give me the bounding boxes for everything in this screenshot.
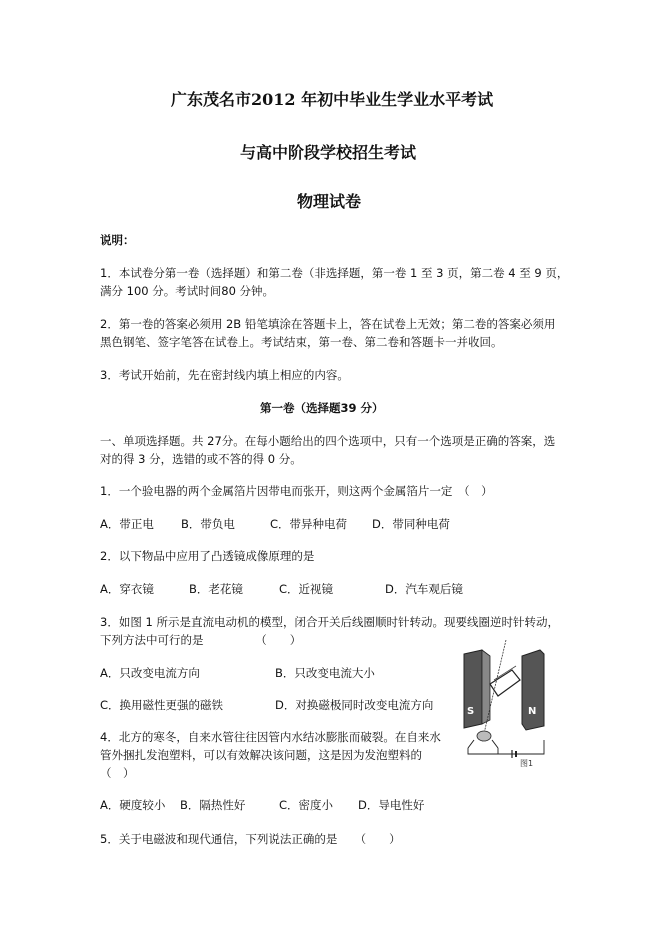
s-pole-label: S — [467, 706, 475, 717]
question-4-option-b: B．隔热性好 — [180, 798, 246, 812]
question-3-stem-line-2: 下列方法中可行的是 （ ） — [100, 633, 302, 647]
instruction-3: 3．考试开始前，先在密封线内填上相应的内容。 — [100, 368, 349, 382]
question-4-stem-line-3: （ ） — [100, 766, 135, 780]
section-1-desc-line-2: 对的得 3 分，选错的或不答的得 0 分。 — [100, 452, 302, 466]
n-pole-label: N — [528, 706, 537, 717]
question-4-option-d: D．导电性好 — [358, 798, 425, 812]
question-3-option-a: A．只改变电流方向 — [100, 666, 200, 680]
section-1-desc-line-1: 一、单项选择题。共 27分。在每小题给出的四个选项中，只有一个选项是正确的答案，选 — [100, 434, 556, 448]
question-2-option-c: C．近视镜 — [279, 582, 334, 596]
instruction-1-line-1: 1．本试卷分第一卷（选择题）和第二卷（非选择题，第一卷 1 至 3 页，第二卷 4 至 9 页， — [100, 266, 569, 280]
title-line-1: 广东茂名市2012 年初中毕业生学业水平考试 — [171, 90, 494, 109]
instruction-2-line-2: 黑色钢笔、签字笔答在试卷上。考试结束，第一卷、第二卷和答题卡一并收回。 — [100, 335, 503, 349]
magnet-n-pole — [522, 650, 544, 730]
figure-caption: 图1 — [520, 759, 534, 768]
question-3-stem-line-1: 3．如图 1 所示是直流电动机的模型，闭合开关后线圈顺时针转动。现要线圈逆时针转动， — [100, 615, 559, 629]
question-5-stem: 5．关于电磁波和现代通信，下列说法正确的是 （ ） — [100, 832, 401, 846]
title-line-2: 与高中阶段学校招生考试 — [240, 143, 417, 162]
question-1-option-a: A．带正电 — [100, 517, 154, 531]
dc-motor-figure — [460, 640, 548, 768]
question-4-stem-line-2: 管外捆扎发泡塑料，可以有效解决该问题，这是因为发泡塑料的 — [100, 748, 422, 762]
coil — [490, 670, 520, 696]
question-3-option-b: B．只改变电流大小 — [275, 666, 375, 680]
question-3-option-d: D．对换磁极同时改变电流方向 — [275, 698, 434, 712]
question-2-option-b: B．老花镜 — [189, 582, 243, 596]
instruction-2-line-1: 2．第一卷的答案必须用 2B 铅笔填涂在答题卡上，答在试卷上无效；第二卷的答案必须用 — [100, 317, 556, 331]
question-3-option-c: C．换用磁性更强的磁铁 — [100, 698, 224, 712]
instructions-heading: 说明： — [100, 233, 135, 247]
question-2-option-d: D．汽车观后镜 — [385, 582, 463, 596]
instruction-1-line-2: 满分 100 分。考试时间80 分钟。 — [100, 284, 275, 298]
question-1-option-c: C．带异种电荷 — [270, 517, 348, 531]
question-1-option-d: D．带同种电荷 — [372, 517, 450, 531]
circuit-wire — [468, 740, 544, 754]
question-2-option-a: A．穿衣镜 — [100, 582, 154, 596]
question-1-stem: 1．一个验电器的两个金属箔片因带电而张开，则这两个金属箔片一定 （ ） — [100, 484, 493, 498]
question-4-stem-line-1: 4．北方的寒冬，自来水管往往因管内水结冰膨胀而破裂。在自来水 — [100, 730, 441, 744]
question-4-option-a: A．硬度较小 — [100, 798, 166, 812]
commutator — [477, 731, 491, 741]
question-4-option-c: C．密度小 — [279, 798, 334, 812]
section-1-heading: 第一卷（选择题39 分） — [260, 401, 384, 415]
subject-title: 物理试卷 — [297, 192, 362, 211]
question-1-option-b: B．带负电 — [181, 517, 235, 531]
question-2-stem: 2．以下物品中应用了凸透镜成像原理的是 — [100, 549, 315, 563]
